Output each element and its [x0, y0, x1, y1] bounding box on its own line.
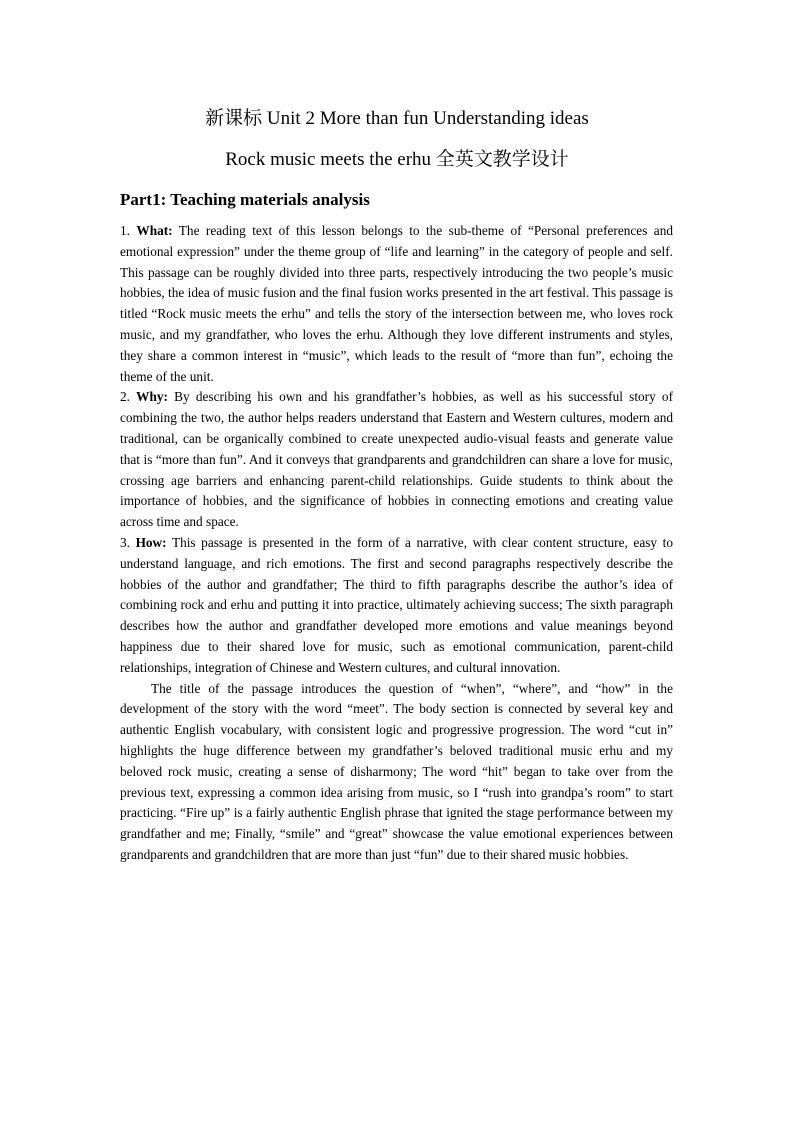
why-text: By describing his own and his grandfather’s hobbies, as well as his successful story of combining the two, the author helps readers understand that Eastern and Western cultures, modern and traditional, can be organically combined to create unexpected audio-visual feasts and generate value that is “more than fun”. And it conveys that grandparents and grandchildren can share a love for music, crossing age barriers and enhancing parent-child relationships. Guide students to think about the importance of hobbies, and the significance of hobbies in connecting emotions and creating value across time and space.: [120, 389, 673, 530]
document-body: [120, 221, 673, 866]
what-paragraph: [120, 221, 673, 387]
closing-paragraph: The title of the passage introduces the question of “when”, “where”, and “how” in the development of the story with the word “meet”. The body section is connected by several key and authentic English vocabulary, with consistent logic and progressive progression. The word “cut in” highlights the huge difference between my grandfather’s beloved traditional music erhu and my beloved rock music, creating a sense of disharmony; The word “hit” began to take over from the previous text, expressing a common idea arising from music, so I “rush into grandpa’s room” to start practicing. “Fire up” is a fairly authentic English phrase that ignited the stage performance between my grandfather and me; Finally, “smile” and “great” showcase the value emotional experiences between grandparents and grandchildren that are more than just “fun” due to their shared music hobbies.: [120, 680, 673, 862]
what-text: The reading text of this lesson belongs to the sub-theme of “Personal preferences and emotional expression” under the theme group of “life and learning” in the category of people and self. This passage can be roughly divided into three parts, respectively introducing the two people’s music hobbies, the idea of music fusion and the final fusion works presented in the art festival. This passage is titled “Rock music meets the erhu” and tells the story of the intersection between me, who loves rock music, and my grandfather, who loves the erhu. Although they love different instruments and styles, they share a common interest in “music”, which leads to the result of “more than fun”, echoing the theme of the unit.: [120, 223, 673, 384]
document-title-line-2: Rock music meets the erhu 全英文教学设计: [225, 149, 569, 170]
why-paragraph: [120, 387, 673, 533]
why-number: 2.: [120, 389, 137, 405]
document-title-line-1: 新课标 Unit 2 More than fun Understanding ideas: [205, 108, 589, 129]
what-label: What:: [136, 223, 173, 238]
part1-heading: Part1: Teaching materials analysis: [120, 190, 370, 209]
how-paragraph: [120, 533, 673, 679]
why-label: Why:: [136, 389, 168, 405]
how-text: This passage is presented in the form of a narrative, with clear content structure, easy to understand language, and rich emotions. The first and second paragraphs respectively describe the hobbies of the author and grandfather; The third to fifth paragraphs describe the author’s idea of combining rock and erhu and putting it into practice, ultimately achieving success; The sixth paragraph describes how the author and grandfather developed more emotions and value meanings beyond happiness due to their shared love for music, such as emotional communication, parent-child relationships, integration of Chinese and Western cultures, and cultural innovation.: [120, 534, 673, 675]
how-number: 3.: [120, 534, 136, 550]
how-label: How:: [135, 534, 167, 550]
what-number: 1.: [120, 223, 137, 238]
